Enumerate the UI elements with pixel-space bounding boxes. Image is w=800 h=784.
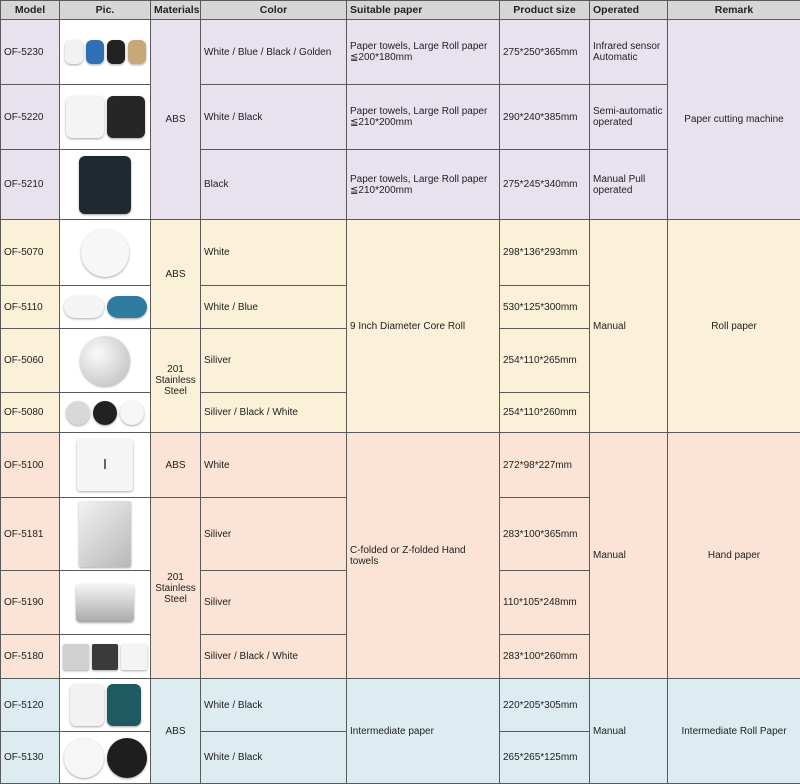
- model-cell: OF-5100: [1, 433, 60, 498]
- header-model: Model: [1, 1, 60, 20]
- operated-cell: Manual: [590, 679, 668, 784]
- table-row: [1, 679, 800, 732]
- header-paper: Suitable paper: [347, 1, 500, 20]
- paper-cell: Paper towels, Large Roll paper ≦210*200mm: [347, 150, 500, 220]
- color-cell: White: [201, 220, 347, 286]
- round-centerpull-dispensers-image: [62, 738, 148, 778]
- model-cell: OF-5230: [1, 20, 60, 85]
- color-cell: Black: [201, 150, 347, 220]
- header-materials: Materials: [151, 1, 201, 20]
- white-round-roll-dispenser-image: [62, 229, 148, 277]
- product-image-cell: [60, 498, 151, 571]
- header-color: Color: [201, 1, 347, 20]
- materials-cell: ABS: [151, 220, 201, 329]
- size-cell: 275*250*365mm: [500, 20, 590, 85]
- remark-cell: Hand paper: [668, 433, 800, 679]
- color-cell: White / Black: [201, 732, 347, 784]
- color-cell: Siliver / Black / White: [201, 393, 347, 433]
- materials-cell: 201 Stainless Steel: [151, 498, 201, 679]
- remark-cell: Intermediate Roll Paper: [668, 679, 800, 784]
- color-cell: White / Blue: [201, 286, 347, 329]
- size-cell: 283*100*260mm: [500, 635, 590, 679]
- materials-cell: ABS: [151, 433, 201, 498]
- white-towel-dispenser-image: [62, 439, 148, 491]
- color-cell: Siliver: [201, 329, 347, 393]
- size-cell: 110*105*248mm: [500, 571, 590, 635]
- model-cell: OF-5180: [1, 635, 60, 679]
- operated-cell: Semi-automatic operated: [590, 85, 668, 150]
- model-cell: OF-5130: [1, 732, 60, 784]
- steel-round-dispenser-image: [62, 336, 148, 386]
- header-row: [1, 1, 800, 20]
- color-cell: Siliver: [201, 498, 347, 571]
- paper-cell: Intermediate paper: [347, 679, 500, 784]
- color-cell: Siliver: [201, 571, 347, 635]
- product-image-cell: [60, 20, 151, 85]
- remark-cell: Paper cutting machine: [668, 20, 800, 220]
- model-cell: OF-5060: [1, 329, 60, 393]
- operated-cell: Manual: [590, 433, 668, 679]
- paper-cell: Paper towels, Large Roll paper ≦200*180mm: [347, 20, 500, 85]
- color-cell: White: [201, 433, 347, 498]
- product-image-cell: [60, 571, 151, 635]
- operated-cell: Manual Pull operated: [590, 150, 668, 220]
- size-cell: 530*125*300mm: [500, 286, 590, 329]
- color-cell: Siliver / Black / White: [201, 635, 347, 679]
- paper-cell: Paper towels, Large Roll paper ≦210*200mm: [347, 85, 500, 150]
- header-pic: Pic.: [60, 1, 151, 20]
- centerpull-dispensers-image: [62, 684, 148, 726]
- size-cell: 283*100*365mm: [500, 498, 590, 571]
- model-cell: OF-5080: [1, 393, 60, 433]
- remark-cell: Roll paper: [668, 220, 800, 433]
- paper-cell: C-folded or Z-folded Hand towels: [347, 433, 500, 679]
- header-operated: Operated: [590, 1, 668, 20]
- size-cell: 265*265*125mm: [500, 732, 590, 784]
- color-cell: White / Black: [201, 85, 347, 150]
- header-size: Product size: [500, 1, 590, 20]
- model-cell: OF-5210: [1, 150, 60, 220]
- double-roll-dispensers-image: [62, 296, 148, 318]
- product-image-cell: [60, 679, 151, 732]
- materials-cell: ABS: [151, 20, 201, 220]
- color-cell: White / Blue / Black / Golden: [201, 20, 347, 85]
- white-black-semi-auto-dispensers-image: [62, 96, 148, 138]
- product-image-cell: [60, 286, 151, 329]
- color-cell: White / Black: [201, 679, 347, 732]
- product-image-cell: [60, 732, 151, 784]
- materials-cell: ABS: [151, 679, 201, 784]
- materials-cell: 201 Stainless Steel: [151, 329, 201, 433]
- product-image-cell: [60, 329, 151, 393]
- model-cell: OF-5120: [1, 679, 60, 732]
- header-remark: Remark: [668, 1, 800, 20]
- model-cell: OF-5190: [1, 571, 60, 635]
- steel-tall-towel-dispenser-image: [62, 501, 148, 567]
- size-cell: 272*98*227mm: [500, 433, 590, 498]
- size-cell: 275*245*340mm: [500, 150, 590, 220]
- product-image-cell: [60, 85, 151, 150]
- size-cell: 298*136*293mm: [500, 220, 590, 286]
- product-image-cell: [60, 393, 151, 433]
- table-row: [1, 20, 800, 85]
- paper-cell: 9 Inch Diameter Core Roll: [347, 220, 500, 433]
- operated-cell: Infrared sensor Automatic: [590, 20, 668, 85]
- table-row: [1, 433, 800, 498]
- model-cell: OF-5070: [1, 220, 60, 286]
- steel-box-dispenser-image: [62, 584, 148, 622]
- model-cell: OF-5220: [1, 85, 60, 150]
- product-image-cell: [60, 635, 151, 679]
- size-cell: 254*110*265mm: [500, 329, 590, 393]
- three-towel-dispensers-image: [62, 644, 148, 670]
- model-cell: OF-5110: [1, 286, 60, 329]
- size-cell: 220*205*305mm: [500, 679, 590, 732]
- size-cell: 254*110*260mm: [500, 393, 590, 433]
- product-image-cell: [60, 433, 151, 498]
- black-manual-dispenser-image: [62, 156, 148, 214]
- three-round-dispensers-image: [62, 401, 148, 425]
- model-cell: OF-5181: [1, 498, 60, 571]
- four-color-sensor-dispensers-image: [62, 40, 148, 64]
- product-image-cell: [60, 220, 151, 286]
- product-image-cell: [60, 150, 151, 220]
- size-cell: 290*240*385mm: [500, 85, 590, 150]
- table-row: [1, 220, 800, 286]
- operated-cell: Manual: [590, 220, 668, 433]
